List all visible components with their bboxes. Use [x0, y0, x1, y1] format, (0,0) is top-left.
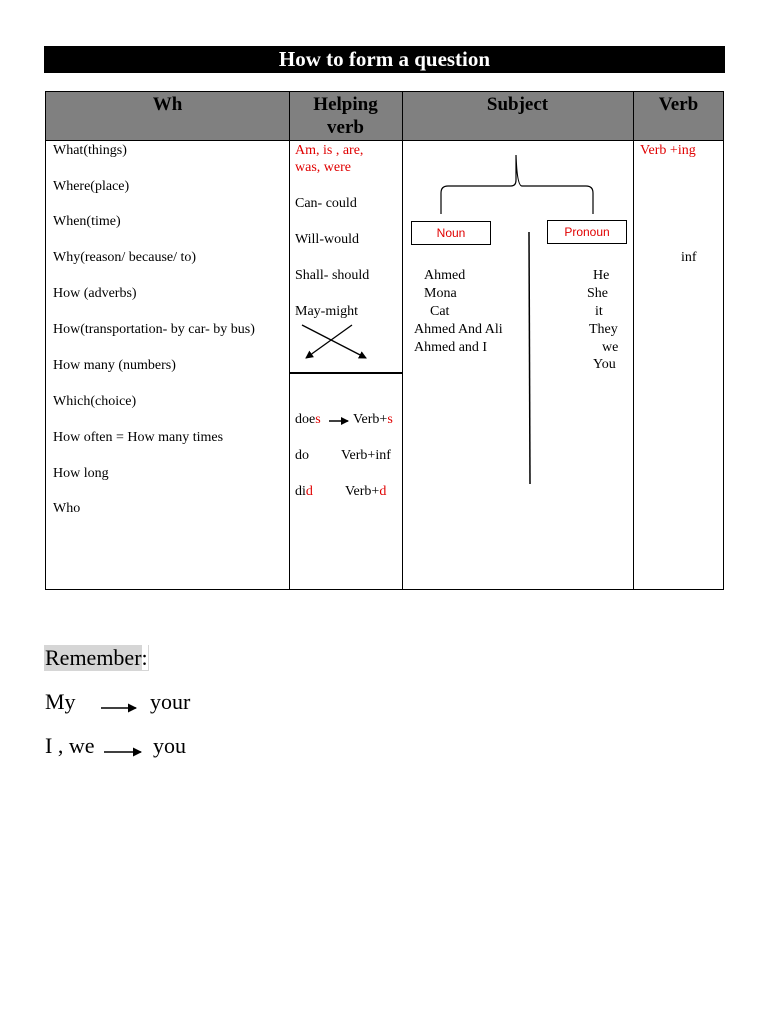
modal-pair: Can- could [295, 196, 357, 211]
verb-d-rule [345, 483, 386, 500]
wh-item: Who [53, 501, 81, 516]
wh-item: Why(reason/ because/ to) [53, 250, 197, 265]
pronoun-example: She [587, 286, 608, 301]
pronoun-label-box: Pronoun [547, 220, 627, 244]
wh-item: How long [53, 466, 109, 481]
page-title: How to form a question [44, 46, 725, 73]
be-verbs-line1: Am, is , are, [295, 143, 364, 158]
header-verb: Verb [658, 94, 699, 115]
pronoun-example: it [595, 304, 603, 319]
did-text: di [295, 484, 306, 499]
pronoun-example: You [593, 357, 616, 372]
wh-item: How(transportation- by car- by bus) [53, 322, 255, 337]
verb-s-text: Verb+ [353, 412, 388, 427]
column-divider [402, 92, 403, 589]
remember-heading [44, 645, 149, 671]
wh-item: How many (numbers) [53, 358, 176, 373]
wh-item: Which(choice) [53, 394, 137, 409]
verb-inf-form: inf [681, 250, 697, 265]
pronoun-example: He [593, 268, 610, 283]
header-subject: Subject [486, 94, 549, 115]
pronoun-example: They [589, 322, 618, 337]
did-suffix: d [305, 484, 313, 499]
noun-example: Ahmed [424, 268, 466, 283]
remember-line2-left: I , we [45, 733, 95, 758]
column-divider [289, 92, 290, 589]
question-table [45, 91, 724, 590]
column-divider [633, 92, 634, 589]
verb-inf-rule: Verb+inf [341, 448, 391, 463]
wh-item: How (adverbs) [53, 286, 137, 301]
header-wh: Wh [152, 94, 183, 115]
be-verbs-line2: was, were [295, 160, 351, 175]
remember-line1-right: your [150, 689, 191, 714]
wh-item: How often = How many times [53, 430, 224, 445]
does-suffix: s [315, 412, 321, 427]
verb-d-suffix: d [379, 484, 387, 499]
remember-colon: : [141, 645, 148, 670]
header-helping-line1: Helping [313, 94, 378, 115]
wh-item: What(things) [53, 143, 127, 158]
does-row [295, 411, 321, 428]
noun-label-box: Noun [411, 221, 491, 245]
do-text: do [295, 448, 309, 463]
arrow-right-icon [0, 0, 1, 1]
wh-item: Where(place) [53, 179, 130, 194]
modal-pair: May-might [295, 304, 358, 319]
noun-example: Ahmed And Ali [414, 322, 503, 337]
helping-divider [289, 372, 402, 374]
noun-example: Ahmed and I [414, 340, 488, 355]
pronoun-example: we [602, 340, 619, 355]
verb-s-suffix: s [387, 412, 393, 427]
did-row [295, 483, 313, 500]
does-text: doe [295, 412, 316, 427]
header-helping-line2: verb [327, 117, 364, 138]
verb-d-text: Verb+ [345, 484, 380, 499]
curly-brace-icon [46, 92, 47, 93]
modal-pair: Will-would [295, 232, 359, 247]
remember-line2-right: you [153, 733, 186, 758]
noun-example: Cat [430, 304, 450, 319]
header-helping-verb [289, 92, 402, 141]
noun-example: Mona [424, 286, 457, 301]
remember-label-text: Remember [45, 645, 142, 670]
wh-item: When(time) [53, 214, 121, 229]
modal-pair: Shall- should [295, 268, 370, 283]
verb-ing-form: Verb +ing [640, 143, 696, 158]
remember-line1-left: My [45, 689, 76, 714]
verb-s-rule [353, 411, 393, 428]
